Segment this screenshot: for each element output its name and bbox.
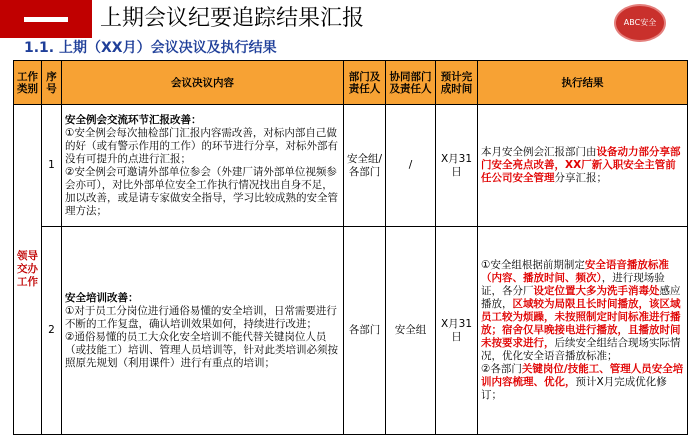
dept-cell: 安全组/各部门 xyxy=(344,105,386,227)
result-text: 分享汇报； xyxy=(554,172,607,184)
seal-text: ABC安全 xyxy=(623,18,657,27)
result-text: 本月安全例会汇报部门由 xyxy=(481,146,597,158)
content-line: ①对于员工分岗位进行通俗易懂的安全培训，日常需要进行不断的工作复盘，确认培训效果如何，持续进行改进； xyxy=(65,304,337,330)
coop-cell: / xyxy=(386,105,436,227)
content-line: ②安全例会可邀请外部单位参会（外建厂请外部单位视频参会亦可），对比外部单位安全工作执行情况找出自身不足，加以改善，或是请专家做安全指导，学习比较成熟的安全管理方法； xyxy=(65,165,338,217)
coop-cell: 安全组 xyxy=(386,227,436,435)
result-highlight: 安全语音播放标准（内容、播放时间、频次） xyxy=(481,259,669,284)
content-cell xyxy=(62,105,344,227)
title-accent-dash xyxy=(24,17,68,22)
content-line: ①安全例会每次抽检部门汇报内容需改善，对标内部自己做的好（或有警示作用的工作）的环节进行分享，对标外部有没有可提升的点进行汇报； xyxy=(65,126,338,165)
result-highlight: 关键岗位/技能工、管理人员安全培训内容梳理、优化， xyxy=(481,363,684,388)
result-text: ②各部门 xyxy=(481,363,522,375)
category-cell: 领导交办工作 xyxy=(14,105,42,435)
result-text: 预计X月完成优化修订； xyxy=(481,376,667,401)
meeting-followup-table xyxy=(13,60,688,435)
section-subtitle: 1.1. 上期（XX月）会议决议及执行结果 xyxy=(24,40,277,56)
table-row xyxy=(14,227,688,435)
result-text: 后续安全组结合现场实际情况，优化安全语音播放标准； xyxy=(481,337,681,362)
header-deadline: 预计完成时间 xyxy=(436,61,478,105)
table-row xyxy=(14,105,688,227)
header-category: 工作类别 xyxy=(14,61,42,105)
dept-cell: 各部门 xyxy=(344,227,386,435)
header-seq: 序号 xyxy=(42,61,62,105)
company-seal-logo xyxy=(614,4,666,42)
title-accent-block xyxy=(0,0,92,38)
header-coop: 协同部门及责任人 xyxy=(386,61,436,105)
header-content: 会议决议内容 xyxy=(62,61,344,105)
header-result: 执行结果 xyxy=(478,61,688,105)
result-highlight: 设备动力部分享部门安全亮点改善，XX厂新入职安全主管前任公司安全管理 xyxy=(481,146,681,184)
page-title: 上期会议纪要追踪结果汇报 xyxy=(100,6,365,31)
table-header-row xyxy=(14,61,688,105)
result-highlight: 区域较为局限且长时间播放，该区域员工较为烦躁，未按照制定时间标准进行播放；宿舍仅早晚接电进行播放，且播放时间未按要求进行， xyxy=(481,298,681,349)
result-text: 感应播放， xyxy=(481,285,681,310)
content-title: 安全例会交流环节汇报改善： xyxy=(65,113,202,126)
seq-cell: 1 xyxy=(42,105,62,227)
deadline-cell: X月31日 xyxy=(436,105,478,227)
result-highlight: 设定位置大多为洗手消毒处 xyxy=(533,285,660,297)
content-line: ②通俗易懂的员工大众化安全培训不能代替关键岗位人员（或技能工）培训、管理人员培训等，针对此类培训必须按照原先规划（利用课件）进行有重点的培训； xyxy=(65,330,338,369)
result-cell xyxy=(478,227,688,435)
result-cell xyxy=(478,105,688,227)
content-cell xyxy=(62,227,344,435)
result-text: ①安全组根据前期制定 xyxy=(481,259,585,271)
title-bar xyxy=(0,0,700,38)
seq-cell: 2 xyxy=(42,227,62,435)
header-dept: 部门及责任人 xyxy=(344,61,386,105)
content-title: 安全培训改善： xyxy=(65,291,139,304)
deadline-cell: X月31日 xyxy=(436,227,478,435)
result-text: ，进行现场验证，各分厂 xyxy=(481,272,665,297)
